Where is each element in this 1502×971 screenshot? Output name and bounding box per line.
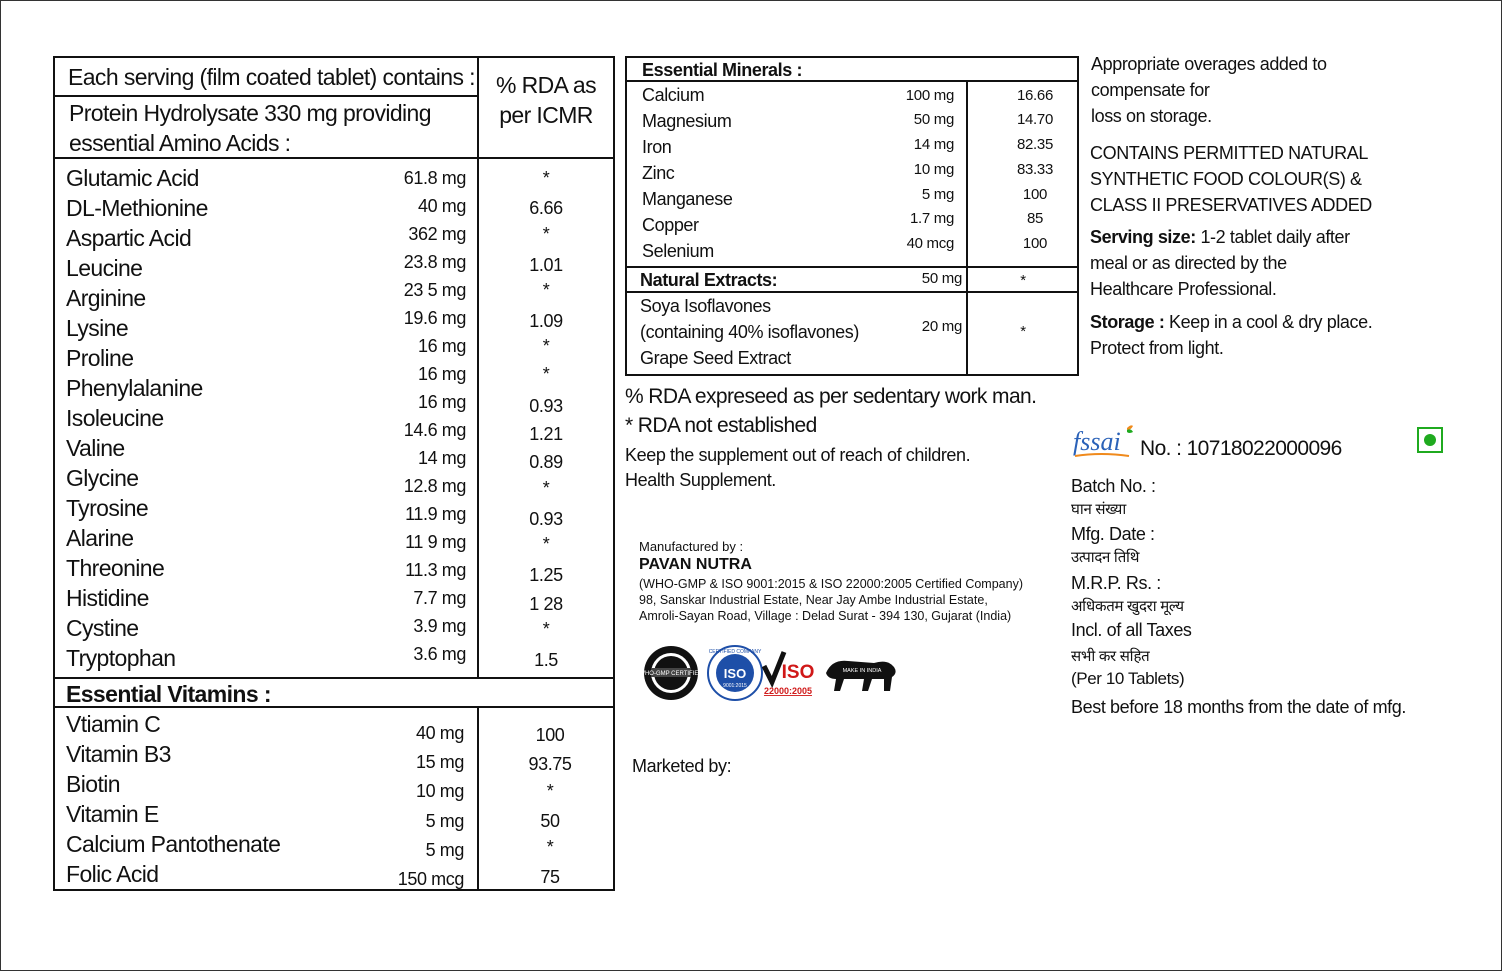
fssai-number: No. : 10718022000096 <box>1140 437 1342 460</box>
amino-name: Histidine <box>66 585 149 611</box>
amino-name: Glutamic Acid <box>66 165 199 191</box>
mineral-rda-value: 85 <box>1026 210 1044 227</box>
mineral-name: Copper <box>642 215 699 235</box>
soya-rda: * <box>1020 323 1026 340</box>
amino-name: Arginine <box>66 285 146 311</box>
rda-not-established: * RDA not established <box>625 414 817 437</box>
colours-line2: SYNTHETIC FOOD COLOUR(S) & <box>1090 169 1362 189</box>
mineral-amount: 100 mg <box>905 87 954 104</box>
iso22000-text: ISO <box>781 662 815 683</box>
amino-rda: 1.21 <box>529 424 563 444</box>
rda-header-line2: per ICMR <box>499 102 593 128</box>
amino-name: Glycine <box>66 465 139 491</box>
amino-amount: 16 mg <box>417 364 466 384</box>
vitamins-header: Essential Vitamins : <box>66 681 271 707</box>
amino-rda: 1 28 <box>529 594 563 614</box>
manufactured-by-label: Manufactured by : <box>639 539 744 554</box>
mineral-name: Calcium <box>642 85 705 105</box>
minerals-header: Essential Minerals : <box>642 60 803 80</box>
amino-name: Lysine <box>66 315 129 341</box>
extracts-amount: 50 mg <box>921 270 962 287</box>
amino-amount: 7.7 mg <box>413 588 466 608</box>
amino-rda: 1.5 <box>534 650 558 670</box>
amino-rda: * <box>542 336 550 356</box>
batch-label-hindi: घान संख्या <box>1071 501 1126 518</box>
mineral-rda-value: 82.35 <box>1016 136 1054 153</box>
mrp-label-hindi: अधिकतम खुदरा मूल्य <box>1071 598 1184 615</box>
soya-amount: 20 mg <box>921 318 962 335</box>
marketed-by-label: Marketed by: <box>632 756 732 776</box>
mineral-name: Selenium <box>642 241 714 261</box>
vitamin-name: Vtiamin C <box>66 711 161 737</box>
mineral-rda-value: 16.66 <box>1016 87 1054 104</box>
iso-sub-text: 9001:2015 <box>723 683 747 689</box>
protein-header-line1: Protein Hydrolysate 330 mg providing <box>69 100 431 126</box>
vitamin-amount: 150 mcg <box>397 869 464 889</box>
mineral-name: Iron <box>642 137 672 157</box>
mineral-amount: 14 mg <box>913 136 954 153</box>
amino-amount: 11.3 mg <box>405 560 466 580</box>
amino-rda: 1.09 <box>529 311 563 331</box>
amino-name: Cystine <box>66 615 139 641</box>
amino-rda: * <box>542 168 550 188</box>
amino-rda: 0.93 <box>529 396 563 416</box>
amino-amount: 16 mg <box>417 336 466 356</box>
vitamin-amount: 5 mg <box>425 840 464 860</box>
storage-label: Storage : <box>1090 312 1165 332</box>
vitamin-rda-value: * <box>546 837 554 857</box>
vitamin-name: Folic Acid <box>66 861 159 887</box>
amino-amount: 11 9 mg <box>405 532 466 552</box>
amino-rda: * <box>542 478 550 498</box>
make-in-india-lion-badge <box>822 651 900 693</box>
amino-name: DL-Methionine <box>66 195 208 221</box>
who-gmp-badge <box>639 645 703 701</box>
serving-size-line2: meal or as directed by the <box>1090 253 1287 273</box>
taxes-label: Incl. of all Taxes <box>1071 620 1192 640</box>
vitamin-amount: 10 mg <box>415 781 464 801</box>
vitamin-rda-value: 75 <box>540 867 560 887</box>
amino-name: Proline <box>66 345 134 371</box>
mineral-amount: 50 mg <box>913 111 954 128</box>
serving-size-line3: Healthcare Professional. <box>1090 279 1277 299</box>
amino-amount: 23.8 mg <box>403 252 466 272</box>
amino-amount: 3.6 mg <box>413 644 466 664</box>
iso-ring-text: CERTIFIED COMPANY <box>708 649 762 655</box>
vitamin-rda-value: 100 <box>535 725 565 745</box>
amino-amount: 19.6 mg <box>403 308 466 328</box>
fssai-logo <box>1071 424 1135 462</box>
extracts-rda: * <box>1020 272 1026 289</box>
amino-name: Phenylalanine <box>66 375 203 401</box>
mineral-rda-value: 14.70 <box>1016 111 1054 128</box>
storage-line2: Protect from light. <box>1090 338 1224 358</box>
manufacturer-line1: (WHO-GMP & ISO 9001:2015 & ISO 22000:2005 Certified Company) <box>639 577 1023 591</box>
colours-line1: CONTAINS PERMITTED NATURAL <box>1090 143 1368 163</box>
amino-name: Leucine <box>66 255 143 281</box>
amino-name: Valine <box>66 435 125 461</box>
amino-name: Tyrosine <box>66 495 149 521</box>
mineral-name: Magnesium <box>642 111 732 131</box>
amino-rda: * <box>542 364 550 384</box>
per-tablets: (Per 10 Tablets) <box>1071 669 1185 688</box>
amino-amount: 61.8 mg <box>403 168 466 188</box>
who-gmp-text: WHO-GMP CERTIFIED <box>639 671 703 677</box>
grape-seed: Grape Seed Extract <box>640 348 791 368</box>
serving-size-label: Serving size: <box>1090 227 1196 247</box>
extracts-header: Natural Extracts: <box>640 270 778 290</box>
amino-amount: 362 mg <box>408 224 466 244</box>
amino-name: Isoleucine <box>66 405 164 431</box>
mfg-date-label-hindi: उत्पादन तिथि <box>1071 549 1140 566</box>
fssai-logo-text: fssai <box>1073 427 1121 456</box>
iso22000-sub-text: 22000:2005 <box>763 686 813 696</box>
vitamin-name: Calcium Pantothenate <box>66 831 281 857</box>
health-supplement: Health Supplement. <box>625 470 776 490</box>
overages-line3: loss on storage. <box>1091 106 1212 126</box>
vitamin-rda-value: 93.75 <box>528 754 572 774</box>
amino-name: Aspartic Acid <box>66 225 192 251</box>
amino-amount: 23 5 mg <box>403 280 466 300</box>
make-in-india-text: MAKE IN INDIA <box>842 668 882 674</box>
manufacturer-line2: 98, Sanskar Industrial Estate, Near Jay Ambe Industrial Estate, <box>639 593 988 607</box>
iso-9001-badge <box>707 645 763 701</box>
amino-amount: 11.9 mg <box>405 504 466 524</box>
amino-rda: * <box>542 280 550 300</box>
mineral-amount: 10 mg <box>913 161 954 178</box>
amino-name: Tryptophan <box>66 645 176 671</box>
amino-rda: 6.66 <box>529 198 563 218</box>
manufacturer-line3: Amroli-Sayan Road, Village : Delad Surat - 394 130, Gujarat (India) <box>639 609 1012 623</box>
rda-header-line1: % RDA as <box>495 72 596 98</box>
vitamin-amount: 15 mg <box>415 752 464 772</box>
mrp-label: M.R.P. Rs. : <box>1071 573 1161 593</box>
vitamin-rda-value: 50 <box>540 811 560 831</box>
overages-line2: compensate for <box>1091 80 1210 100</box>
manufacturer-name: PAVAN NUTRA <box>639 556 752 573</box>
mineral-name: Zinc <box>642 163 675 183</box>
storage <box>1090 312 1372 333</box>
colours-line3: CLASS II PRESERVATIVES ADDED <box>1090 195 1372 215</box>
amino-amount: 12.8 mg <box>403 476 466 496</box>
mineral-rda-value: 100 <box>1022 186 1048 203</box>
amino-rda: * <box>542 224 550 244</box>
soya-line2: (containing 40% isoflavones) <box>640 322 859 342</box>
soya-line1: Soya Isoflavones <box>640 296 771 316</box>
vitamin-amount: 5 mg <box>425 811 464 831</box>
amino-rda: * <box>542 534 550 554</box>
amino-amount: 14.6 mg <box>403 420 466 440</box>
storage-text: Keep in a cool & dry place. <box>1164 312 1373 332</box>
veg-symbol-icon <box>1417 427 1443 453</box>
iso-text: ISO <box>723 666 747 681</box>
protein-header-line2: essential Amino Acids : <box>69 130 291 156</box>
mineral-amount: 1.7 mg <box>909 210 954 227</box>
amino-rda: 1.25 <box>529 565 563 585</box>
amino-rda: 0.93 <box>529 509 563 529</box>
mineral-rda-value: 83.33 <box>1016 161 1054 178</box>
amino-rda: 0.89 <box>529 452 563 472</box>
overages-line1: Appropriate overages added to <box>1091 54 1327 74</box>
mfg-date-label: Mfg. Date : <box>1071 524 1155 544</box>
vitamin-name: Vitamin B3 <box>66 741 171 767</box>
iso-22000-badge <box>762 648 816 698</box>
vitamin-name: Vitamin E <box>66 801 159 827</box>
mineral-rda-value: 100 <box>1022 235 1048 252</box>
rda-note: % RDA expreseed as per sedentary work man. <box>625 385 1037 408</box>
serving-size <box>1090 227 1350 248</box>
mineral-amount: 40 mcg <box>906 235 954 252</box>
batch-label: Batch No. : <box>1071 476 1156 496</box>
vitamin-amount: 40 mg <box>415 723 464 743</box>
amino-amount: 3.9 mg <box>413 616 466 636</box>
amino-rda: * <box>542 619 550 639</box>
keep-away-note: Keep the supplement out of reach of children. <box>625 445 971 465</box>
amino-name: Alarine <box>66 525 134 551</box>
best-before: Best before 18 months from the date of mfg. <box>1071 697 1406 717</box>
amino-amount: 14 mg <box>417 448 466 468</box>
amino-rda: 1.01 <box>529 255 563 275</box>
vitamin-name: Biotin <box>66 771 120 797</box>
serving-size-text: 1-2 tablet daily after <box>1195 227 1350 247</box>
amino-name: Threonine <box>66 555 165 581</box>
amino-amount: 40 mg <box>417 196 466 216</box>
taxes-label-hindi: सभी कर सहित <box>1071 648 1150 665</box>
mineral-amount: 5 mg <box>921 186 954 203</box>
serving-header: Each serving (film coated tablet) contains : <box>68 64 475 90</box>
amino-amount: 16 mg <box>417 392 466 412</box>
mineral-name: Manganese <box>642 189 733 209</box>
vitamin-rda-value: * <box>546 781 554 801</box>
